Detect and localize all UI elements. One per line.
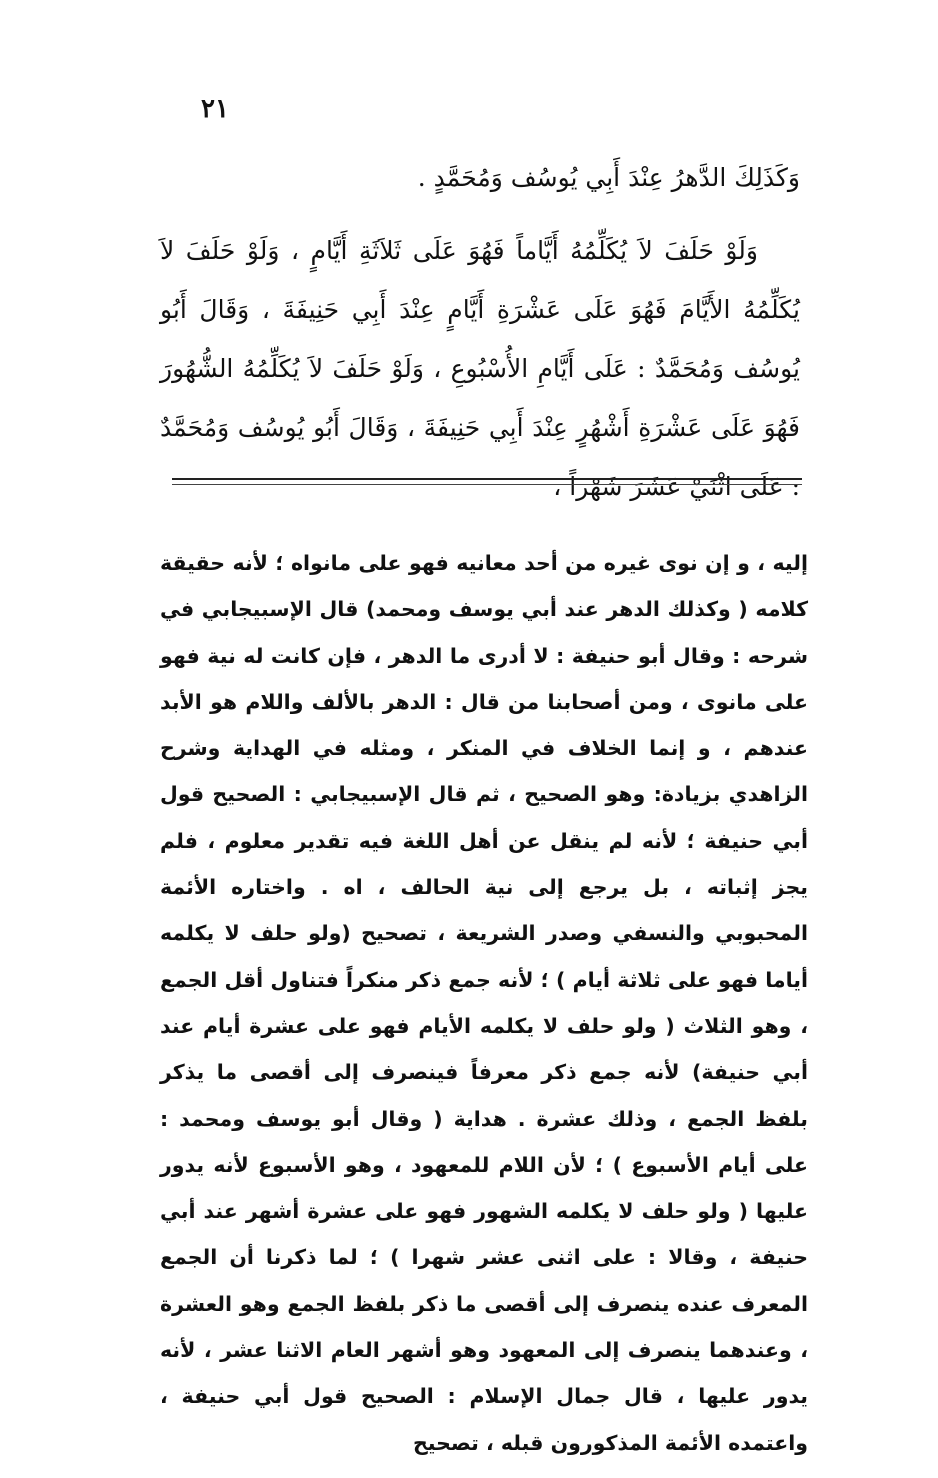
main-paragraph-1: وَكَذَلِكَ الدَّهرُ عِنْدَ أَبِي يُوسُف وَمُحَمَّدٍ . — [417, 163, 800, 192]
section-divider — [172, 478, 802, 480]
section-divider-underline — [172, 484, 802, 485]
main-text — [160, 148, 800, 516]
page-number: ٢١ — [201, 94, 229, 124]
commentary-text — [160, 540, 808, 1466]
main-paragraph-2: وَلَوْ حَلَفَ لاَ يُكَلِّمُهُ أَيَّاماً فَهُوَ عَلَى ثَلاَثَةِ أَيَّامٍ ، وَلَوْ حَلَفَ لاَ يُكَلِّمُهُ الأَيَّامَ فَهُوَ عَلَى عَشْرَةِ أَيَّامٍ عِنْدَ أَبِي حَنِيفَةَ ، وَقَالَ أَبُو يُوسُف وَمُحَمَّدٌ : عَلَى أَيَّامِ الأُسْبُوعِ ، وَلَوْ حَلَفَ لاَ يُكَلِّمُهُ الشُّهُورَ فَهُوَ عَلَى عَشْرَةِ أَشْهُرٍ عِنْدَ أَبِي حَنِيفَةَ ، وَقَالَ أَبُو يُوسُف وَمُحَمَّدٌ : عَلَى اثْنَيْ عَشَرَ شَهْراً ، — [160, 236, 800, 501]
commentary-paragraph: إليه ، و إن نوى غيره من أحد معانيه فهو على مانواه ؛ لأنه حقيقة كلامه ( وكذلك الدهر عند أبي يوسف ومحمد) قال الإسبيجابي في شرحه : وقال أبو حنيفة : لا أدرى ما الدهر ، فإن كانت له نية فهو على مانوى ، ومن أصحابنا من قال : الدهر بالألف واللام هو الأبد عندهم ، و إنما الخلاف في المنكر ، ومثله في الهداية وشرح الزاهدي بزيادة: وهو الصحيح ، ثم قال الإسبيجابي : الصحيح قول أبي حنيفة ؛ لأنه لم ينقل عن أهل اللغة فيه تقدير معلوم ، فلم يجز إثباته ، بل يرجع إلى نية الحالف ، اه . واختاره الأئمة المحبوبي والنسفي وصدر الشريعة ، تصحيح (ولو حلف لا يكلمه أياما فهو على ثلاثة أيام ) ؛ لأنه جمع ذكر منكراً فتناول أقل الجمع ، وهو الثلاث ( ولو حلف لا يكلمه الأيام فهو على عشرة أيام عند أبي حنيفة) لأنه جمع ذكر معرفاً فينصرف إلى أقصى ما يذكر بلفظ الجمع ، وذلك عشرة . هداية ( وقال أبو يوسف ومحمد : على أيام الأسبوع ) ؛ لأن اللام للمعهود ، وهو الأسبوع لأنه يدور عليها ( ولو حلف لا يكلمه الشهور فهو على عشرة أشهر عند أبي حنيفة ، وقالا : على اثنى عشر شهرا ) ؛ لما ذكرنا أن الجمع المعرف عنده ينصرف إلى أقصى ما ذكر بلفظ الجمع وهو العشرة ، وعندهما ينصرف إلى المعهود وهو أشهر العام الاثنا عشر ، لأنه يدور عليها ، قال جمال الإسلام : الصحيح قول أبي حنيفة ، واعتمده الأئمة المذكورون قبله ، تصحيح — [160, 551, 808, 1455]
